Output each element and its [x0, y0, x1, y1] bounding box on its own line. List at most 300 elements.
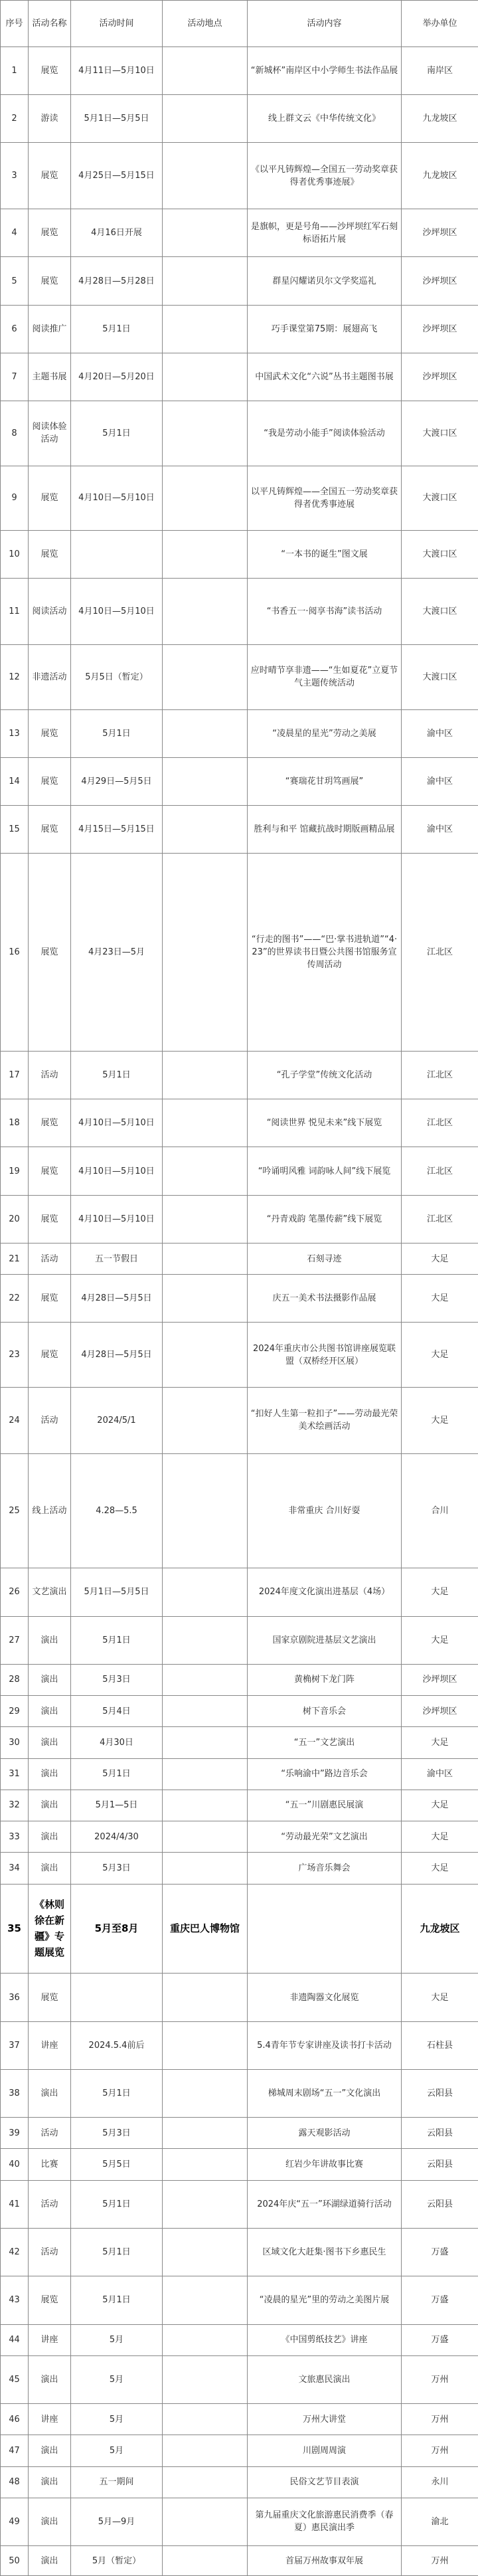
- cell-place: [163, 143, 248, 209]
- cell-place: [163, 1051, 248, 1099]
- table-row: [1, 1387, 478, 1453]
- cell-place: [163, 2324, 248, 2355]
- cell-content: 川剧周周演: [248, 2435, 402, 2466]
- cell-time: 5月: [71, 2404, 163, 2435]
- table-row: [1, 257, 478, 305]
- cell-name: 演出: [29, 1664, 71, 1695]
- cell-no: 9: [1, 466, 29, 530]
- cell-no: 46: [1, 2404, 29, 2435]
- cell-content: “一本书的诞生”图文展: [248, 530, 402, 578]
- cell-content: “我是劳动小能手”阅读体验活动: [248, 401, 402, 466]
- cell-org: 大渡口区: [402, 401, 478, 466]
- cell-content: 文旅惠民演出: [248, 2355, 402, 2403]
- cell-time: 5月3日: [71, 1664, 163, 1695]
- cell-time: 5月: [71, 2435, 163, 2466]
- cell-place: [163, 1323, 248, 1387]
- cell-name: 展览: [29, 2276, 71, 2324]
- cell-org: 大渡口区: [402, 466, 478, 530]
- table-row: [1, 2069, 478, 2117]
- cell-content: “凌晨的星光”里的劳动之美图片展: [248, 2276, 402, 2324]
- cell-org: 大足: [402, 1790, 478, 1821]
- cell-name: 演出: [29, 1821, 71, 1853]
- cell-content: “扣好人生第一粒扣子”——劳动最光荣美术绘画活动: [248, 1387, 402, 1453]
- cell-no: 15: [1, 806, 29, 854]
- cell-place: [163, 2180, 248, 2228]
- cell-content: “行走的图书”——“巴·掌书进轨道”“4·23”的世界读书日暨公共图书馆服务宣传周活动: [248, 854, 402, 1051]
- cell-place: [163, 579, 248, 645]
- cell-no: 8: [1, 401, 29, 466]
- cell-name: 展览: [29, 1147, 71, 1195]
- cell-org: 大足: [402, 1616, 478, 1664]
- cell-place: [163, 2355, 248, 2403]
- table-row: [1, 2498, 478, 2545]
- cell-content: 2024年度文化演出进基层（4场）: [248, 1568, 402, 1616]
- cell-content: 第九届重庆文化旅游惠民消费季（春夏）惠民演出季: [248, 2498, 402, 2545]
- cell-time: 5月4日: [71, 1696, 163, 1727]
- cell-org: 九龙坡区: [402, 94, 478, 142]
- table-row: [1, 94, 478, 142]
- cell-place: [163, 2435, 248, 2466]
- cell-name: 演出: [29, 1696, 71, 1727]
- cell-name: 主题书展: [29, 353, 71, 401]
- cell-time: 五一期间: [71, 2466, 163, 2498]
- cell-name: 展览: [29, 854, 71, 1051]
- cell-time: 5月1日: [71, 401, 163, 466]
- cell-place: [163, 806, 248, 854]
- cell-content: “新城杯”南岸区中小学师生书法作品展: [248, 46, 402, 94]
- cell-name: 阅读活动: [29, 579, 71, 645]
- table-row: [1, 1243, 478, 1274]
- cell-org: 渝中区: [402, 757, 478, 805]
- cell-no: 44: [1, 2324, 29, 2355]
- cell-content: 民俗文艺节目表演: [248, 2466, 402, 2498]
- cell-no: 19: [1, 1147, 29, 1195]
- cell-no: 37: [1, 2021, 29, 2069]
- cell-place: [163, 2228, 248, 2276]
- cell-time: 5月—9月: [71, 2498, 163, 2545]
- cell-org: 九龙坡区: [402, 143, 478, 209]
- cell-content: 群星闪耀诺贝尔文学奖巡礼: [248, 257, 402, 305]
- cell-place: [163, 1147, 248, 1195]
- cell-name: 活动: [29, 2228, 71, 2276]
- cell-no: 1: [1, 46, 29, 94]
- cell-org: 大渡口区: [402, 645, 478, 709]
- header-cell-org: 举办单位: [402, 1, 478, 47]
- cell-content: 非遗陶器文化展览: [248, 1974, 402, 2021]
- cell-place: [163, 645, 248, 709]
- cell-content: “吟诵明风雅 词韵咏人间”线下展览: [248, 1147, 402, 1195]
- cell-place: [163, 1664, 248, 1695]
- cell-place: [163, 1099, 248, 1147]
- cell-content: 国家京剧院进基层文艺演出: [248, 1616, 402, 1664]
- cell-org: 合川: [402, 1453, 478, 1568]
- cell-name: 展览: [29, 1195, 71, 1243]
- table-row: [1, 1758, 478, 1790]
- table-row: [1, 1974, 478, 2021]
- cell-no: 2: [1, 94, 29, 142]
- table-row: [1, 1568, 478, 1616]
- cell-name: 展览: [29, 806, 71, 854]
- table-row: [1, 46, 478, 94]
- cell-name: 展览: [29, 257, 71, 305]
- cell-time: 5月1日—5月5日: [71, 1568, 163, 1616]
- table-row: [1, 2435, 478, 2466]
- cell-org: 万盛: [402, 2228, 478, 2276]
- cell-content: 以平凡铸辉煌——全国五一劳动奖章获得者优秀事迹展: [248, 466, 402, 530]
- cell-time: 5月1日: [71, 2180, 163, 2228]
- table-row: [1, 143, 478, 209]
- cell-name: 阅读推广: [29, 305, 71, 353]
- cell-org: 渝中区: [402, 1758, 478, 1790]
- cell-name: 活动: [29, 2180, 71, 2228]
- cell-org: 云阳县: [402, 2118, 478, 2149]
- cell-time: 5月1日: [71, 305, 163, 353]
- cell-no: 35: [1, 1884, 29, 1974]
- cell-place: [163, 1821, 248, 1853]
- cell-no: 30: [1, 1727, 29, 1758]
- cell-org: 沙坪坝区: [402, 1696, 478, 1727]
- cell-org: 大足: [402, 1727, 478, 1758]
- cell-name: 比赛: [29, 2149, 71, 2180]
- cell-place: [163, 1243, 248, 1274]
- cell-no: 29: [1, 1696, 29, 1727]
- table-row: [1, 1790, 478, 1821]
- cell-content: “孔子学堂”传统文化活动: [248, 1051, 402, 1099]
- cell-content: 梯城周末剧场“五一”文化演出: [248, 2069, 402, 2117]
- cell-place: [163, 1696, 248, 1727]
- cell-time: 5月5日（暂定）: [71, 645, 163, 709]
- cell-time: 5月1日—5月5日: [71, 94, 163, 142]
- cell-org: 石柱县: [402, 2021, 478, 2069]
- cell-time: 5月1—5日: [71, 1790, 163, 1821]
- cell-no: 33: [1, 1821, 29, 1853]
- cell-org: 沙坪坝区: [402, 1664, 478, 1695]
- cell-place: [163, 401, 248, 466]
- cell-org: 江北区: [402, 854, 478, 1051]
- cell-place: 重庆巴人博物馆: [163, 1884, 248, 1974]
- cell-time: 5月1日: [71, 1758, 163, 1790]
- cell-content: 石刻寻迹: [248, 1243, 402, 1274]
- cell-org: 云阳县: [402, 2149, 478, 2180]
- cell-name: 演出: [29, 2498, 71, 2545]
- cell-time: 4月16日开展: [71, 209, 163, 257]
- cell-place: [163, 2404, 248, 2435]
- cell-no: 34: [1, 1853, 29, 1884]
- cell-content: 黄桷树下龙门阵: [248, 1664, 402, 1695]
- cell-place: [163, 1195, 248, 1243]
- cell-no: 11: [1, 579, 29, 645]
- cell-place: [163, 94, 248, 142]
- cell-no: 17: [1, 1051, 29, 1099]
- cell-name: 展览: [29, 1275, 71, 1323]
- cell-no: 18: [1, 1099, 29, 1147]
- cell-name: 演出: [29, 1853, 71, 1884]
- cell-content: 广场音乐舞会: [248, 1853, 402, 1884]
- cell-no: 38: [1, 2069, 29, 2117]
- cell-content: 巧手课堂第75期：展翅高飞: [248, 305, 402, 353]
- table-row: [1, 2276, 478, 2324]
- cell-org: 大足: [402, 1275, 478, 1323]
- cell-time: 五一节假日: [71, 1243, 163, 1274]
- cell-time: 4月28日—5月28日: [71, 257, 163, 305]
- cell-name: 演出: [29, 1790, 71, 1821]
- cell-no: 16: [1, 854, 29, 1051]
- cell-time: 2024/4/30: [71, 1821, 163, 1853]
- header-row: [1, 1, 478, 47]
- cell-time: [71, 1974, 163, 2021]
- cell-no: 23: [1, 1323, 29, 1387]
- table-row: [1, 2118, 478, 2149]
- table-row: [1, 1664, 478, 1695]
- cell-name: 讲座: [29, 2324, 71, 2355]
- cell-place: [163, 305, 248, 353]
- cell-place: [163, 2069, 248, 2117]
- cell-time: 4月29日—5月5日: [71, 757, 163, 805]
- cell-place: [163, 1387, 248, 1453]
- cell-no: 6: [1, 305, 29, 353]
- header-cell-name: 活动名称: [29, 1, 71, 47]
- cell-name: 演出: [29, 1758, 71, 1790]
- table-row: [1, 2546, 478, 2576]
- cell-org: 沙坪坝区: [402, 257, 478, 305]
- table-row: [1, 1727, 478, 1758]
- table-row: [1, 209, 478, 257]
- cell-org: 江北区: [402, 1195, 478, 1243]
- table-row: [1, 1696, 478, 1727]
- table-row: [1, 2228, 478, 2276]
- table-body: [1, 1, 478, 2576]
- cell-no: 50: [1, 2546, 29, 2576]
- cell-time: 4月10日—5月10日: [71, 1099, 163, 1147]
- cell-content: “劳动最光荣”文艺演出: [248, 1821, 402, 1853]
- cell-org: 九龙坡区: [402, 1884, 478, 1974]
- cell-time: 2024/5/1: [71, 1387, 163, 1453]
- cell-org: 万州: [402, 2355, 478, 2403]
- cell-org: 江北区: [402, 1099, 478, 1147]
- cell-time: 4月28日—5月5日: [71, 1275, 163, 1323]
- header-cell-content: 活动内容: [248, 1, 402, 47]
- cell-org: 江北区: [402, 1147, 478, 1195]
- cell-name: 演出: [29, 1727, 71, 1758]
- cell-org: 大足: [402, 1243, 478, 1274]
- cell-content: 区域文化大赶集·图书下乡惠民生: [248, 2228, 402, 2276]
- table-row: [1, 353, 478, 401]
- table-row: [1, 579, 478, 645]
- cell-org: 万州: [402, 2546, 478, 2576]
- cell-content: 2024年庆“五一”环湖绿道骑行活动: [248, 2180, 402, 2228]
- cell-place: [163, 757, 248, 805]
- cell-content: 线上群文云《中华传统文化》: [248, 94, 402, 142]
- cell-time: 5月: [71, 2355, 163, 2403]
- cell-content: 《以平凡铸辉煌—全国五一劳动奖章获得者优秀事迹展》: [248, 143, 402, 209]
- table-row: [1, 1051, 478, 1099]
- cell-name: 讲座: [29, 2021, 71, 2069]
- cell-place: [163, 2276, 248, 2324]
- cell-org: 大足: [402, 1323, 478, 1387]
- cell-place: [163, 1974, 248, 2021]
- cell-no: 32: [1, 1790, 29, 1821]
- cell-name: 展览: [29, 709, 71, 757]
- cell-no: 20: [1, 1195, 29, 1243]
- table-row: [1, 2180, 478, 2228]
- cell-no: 43: [1, 2276, 29, 2324]
- cell-time: 4月15日—5月15日: [71, 806, 163, 854]
- cell-content: 胜利与和平 馆藏抗战时期版画精品展: [248, 806, 402, 854]
- cell-time: [71, 530, 163, 578]
- cell-name: 线上活动: [29, 1453, 71, 1568]
- cell-place: [163, 1275, 248, 1323]
- cell-org: 大足: [402, 1821, 478, 1853]
- table-row: [1, 1821, 478, 1853]
- cell-no: 47: [1, 2435, 29, 2466]
- cell-no: 5: [1, 257, 29, 305]
- cell-place: [163, 353, 248, 401]
- cell-name: 展览: [29, 530, 71, 578]
- cell-no: 13: [1, 709, 29, 757]
- table-row: [1, 466, 478, 530]
- cell-time: 5月（暂定）: [71, 2546, 163, 2576]
- cell-place: [163, 46, 248, 94]
- cell-name: 展览: [29, 1099, 71, 1147]
- cell-org: 永川: [402, 2466, 478, 2498]
- cell-place: [163, 1727, 248, 1758]
- cell-place: [163, 2021, 248, 2069]
- cell-content: “阅读世界 悦见未来”线下展览: [248, 1099, 402, 1147]
- cell-time: 5月1日: [71, 2069, 163, 2117]
- cell-content: 庆五一美术书法摄影作品展: [248, 1275, 402, 1323]
- table-row: [1, 645, 478, 709]
- cell-time: 4.28—5.5: [71, 1453, 163, 1568]
- cell-org: 沙坪坝区: [402, 209, 478, 257]
- cell-org: 万州: [402, 2404, 478, 2435]
- table-row: [1, 1323, 478, 1387]
- header-cell-time: 活动时间: [71, 1, 163, 47]
- cell-no: 45: [1, 2355, 29, 2403]
- cell-name: 文艺演出: [29, 1568, 71, 1616]
- cell-org: 大足: [402, 1387, 478, 1453]
- cell-place: [163, 2149, 248, 2180]
- cell-name: 活动: [29, 1243, 71, 1274]
- cell-content: “五一”文艺演出: [248, 1727, 402, 1758]
- cell-content: 2024年重庆市公共图书馆讲座展览联盟（双桥经开区展）: [248, 1323, 402, 1387]
- cell-time: 4月11日—5月10日: [71, 46, 163, 94]
- cell-place: [163, 1758, 248, 1790]
- cell-org: 沙坪坝区: [402, 353, 478, 401]
- cell-name: 活动: [29, 1051, 71, 1099]
- cell-org: 大渡口区: [402, 579, 478, 645]
- table-row: [1, 1147, 478, 1195]
- cell-no: 42: [1, 2228, 29, 2276]
- cell-name: 展览: [29, 143, 71, 209]
- table-row: [1, 401, 478, 466]
- cell-content: “丹青戏韵 笔墨传薪”线下展览: [248, 1195, 402, 1243]
- cell-name: 演出: [29, 2069, 71, 2117]
- cell-time: 4月10日—5月10日: [71, 1195, 163, 1243]
- cell-time: 4月10日—5月10日: [71, 579, 163, 645]
- cell-no: 41: [1, 2180, 29, 2228]
- cell-time: 4月30日: [71, 1727, 163, 1758]
- cell-org: 云阳县: [402, 2069, 478, 2117]
- cell-no: 31: [1, 1758, 29, 1790]
- table-row: [1, 806, 478, 854]
- cell-place: [163, 1790, 248, 1821]
- cell-org: 云阳县: [402, 2180, 478, 2228]
- cell-name: 展览: [29, 209, 71, 257]
- cell-no: 24: [1, 1387, 29, 1453]
- cell-content: 露天观影活动: [248, 2118, 402, 2149]
- cell-content: 5.4青年节专家讲座及读书打卡活动: [248, 2021, 402, 2069]
- cell-time: 5月3日: [71, 2118, 163, 2149]
- cell-content: “书香五一·阅享书海”读书活动: [248, 579, 402, 645]
- cell-content: “五一”川剧惠民展演: [248, 1790, 402, 1821]
- cell-time: 5月1日: [71, 2228, 163, 2276]
- cell-name: 演出: [29, 2466, 71, 2498]
- cell-name: 演出: [29, 2546, 71, 2576]
- table-row: [1, 1453, 478, 1568]
- cell-content: “乐响渝中”路边音乐会: [248, 1758, 402, 1790]
- table-row: [1, 1275, 478, 1323]
- cell-time: 4月25日—5月15日: [71, 143, 163, 209]
- table-row: [1, 530, 478, 578]
- cell-no: 27: [1, 1616, 29, 1664]
- table-row: [1, 709, 478, 757]
- cell-org: 万盛: [402, 2324, 478, 2355]
- cell-name: 活动: [29, 1387, 71, 1453]
- cell-time: 5月1日: [71, 1051, 163, 1099]
- cell-no: 4: [1, 209, 29, 257]
- cell-place: [163, 2498, 248, 2545]
- cell-name: 讲座: [29, 2404, 71, 2435]
- cell-no: 25: [1, 1453, 29, 1568]
- cell-no: 22: [1, 1275, 29, 1323]
- cell-name: 活动: [29, 2118, 71, 2149]
- table-row: [1, 2021, 478, 2069]
- cell-place: [163, 2546, 248, 2576]
- cell-place: [163, 2118, 248, 2149]
- cell-content: 中国武术文化“六说”丛书主题图书展: [248, 353, 402, 401]
- cell-name: 展览: [29, 46, 71, 94]
- table-row: [1, 757, 478, 805]
- table-row: [1, 854, 478, 1051]
- cell-name: 演出: [29, 2435, 71, 2466]
- cell-org: 南岸区: [402, 46, 478, 94]
- table-row: [1, 1853, 478, 1884]
- cell-name: 展览: [29, 757, 71, 805]
- cell-content: [248, 1884, 402, 1974]
- cell-name: 《林则徐在新疆》专题展览: [29, 1884, 71, 1974]
- cell-place: [163, 2466, 248, 2498]
- cell-org: 万盛: [402, 2276, 478, 2324]
- table-row: [1, 2404, 478, 2435]
- table-row: [1, 2466, 478, 2498]
- cell-org: 渝中区: [402, 709, 478, 757]
- header-cell-no: 序号: [1, 1, 29, 47]
- cell-place: [163, 1453, 248, 1568]
- cell-place: [163, 1568, 248, 1616]
- cell-place: [163, 1616, 248, 1664]
- cell-name: 展览: [29, 1974, 71, 2021]
- cell-no: 12: [1, 645, 29, 709]
- cell-content: 应时晴节享非遗——“生如夏花”立夏节气主题传统活动: [248, 645, 402, 709]
- cell-place: [163, 209, 248, 257]
- cell-no: 21: [1, 1243, 29, 1274]
- cell-time: 4月10日—5月10日: [71, 1147, 163, 1195]
- cell-place: [163, 709, 248, 757]
- table-row: [1, 2149, 478, 2180]
- cell-place: [163, 257, 248, 305]
- cell-content: 非常重庆 合川好耍: [248, 1453, 402, 1568]
- cell-time: 5月: [71, 2324, 163, 2355]
